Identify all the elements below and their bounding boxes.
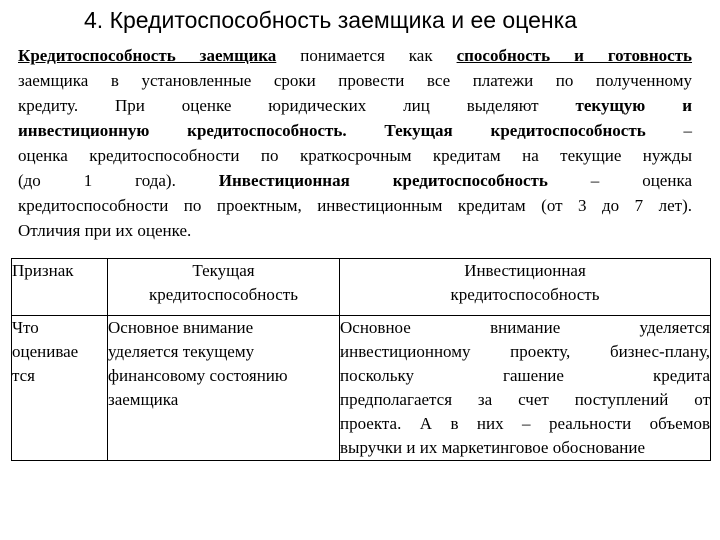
- definition-paragraph: [18, 43, 692, 243]
- term-investment-current: инвестиционную кредитоспособность. Текущая кредитоспособность: [18, 121, 646, 140]
- cell-text: Основное внимание уделяется: [340, 318, 710, 337]
- cell-text: уделяется текущему: [108, 342, 255, 361]
- header-text: кредитоспособность: [450, 285, 600, 304]
- header-text: Текущая: [192, 261, 255, 280]
- comparison-table: [11, 258, 711, 461]
- cell-text: проекта. А в них – реальности объемов: [340, 414, 710, 433]
- cell-text: инвестиционному проекту, бизнес-плану,: [340, 342, 710, 361]
- header-cell-feature: Признак: [12, 259, 108, 316]
- cell-text: заемщика: [108, 390, 179, 409]
- table-row: [12, 316, 711, 461]
- paragraph-line-3: [18, 93, 692, 118]
- term-investment: Инвестиционная кредитоспособность: [218, 171, 548, 190]
- paragraph-line-6: [18, 168, 692, 193]
- header-text: кредитоспособность: [149, 285, 298, 304]
- cell-text: Что: [12, 318, 39, 337]
- paragraph-line-7: кредитоспособности по проектным, инвестиционным кредитам (от 3 до 7 лет).: [18, 196, 692, 215]
- cell-investment: [340, 316, 711, 461]
- text-fragment: (до 1 года).: [18, 171, 219, 190]
- header-text: Инвестиционная: [464, 261, 586, 280]
- text-fragment: – оценка: [547, 171, 692, 190]
- paragraph-line-8: Отличия при их оценке.: [18, 221, 192, 240]
- cell-text: поскольку гашение кредита: [340, 366, 710, 385]
- cell-text: оценивае: [12, 342, 79, 361]
- paragraph-line-1: [18, 43, 692, 68]
- cell-text: финансовому состоянию: [108, 366, 288, 385]
- paragraph-line-2: заемщика в установленные сроки провести все платежи по полученному: [18, 71, 692, 90]
- header-cell-investment: [340, 259, 711, 316]
- term-current: текущую и: [575, 96, 692, 115]
- text-fragment: –: [645, 121, 693, 140]
- term-ability-willingness: способность и готовность: [456, 46, 692, 65]
- cell-current: [108, 316, 340, 461]
- paragraph-line-5: оценка кредитоспособности по краткосрочным кредитам на текущие нужды: [18, 146, 692, 165]
- cell-text: предполагается за счет поступлений от: [340, 390, 710, 409]
- cell-text: тся: [12, 366, 36, 385]
- text-fragment: понимается как: [276, 46, 457, 65]
- table-header-row: [12, 259, 711, 316]
- slide-title: 4. Кредитоспособность заемщика и ее оценка: [84, 7, 577, 33]
- cell-text: Основное внимание: [108, 318, 254, 337]
- cell-feature: [12, 316, 108, 461]
- cell-text: выручки и их маркетинговое обоснование: [340, 438, 646, 457]
- header-cell-current: [108, 259, 340, 316]
- paragraph-line-4: [18, 118, 692, 143]
- text-fragment: кредиту. При оценке юридических лиц выделяют: [18, 96, 576, 115]
- term-creditworthiness: Кредитоспособность заемщика: [18, 46, 277, 65]
